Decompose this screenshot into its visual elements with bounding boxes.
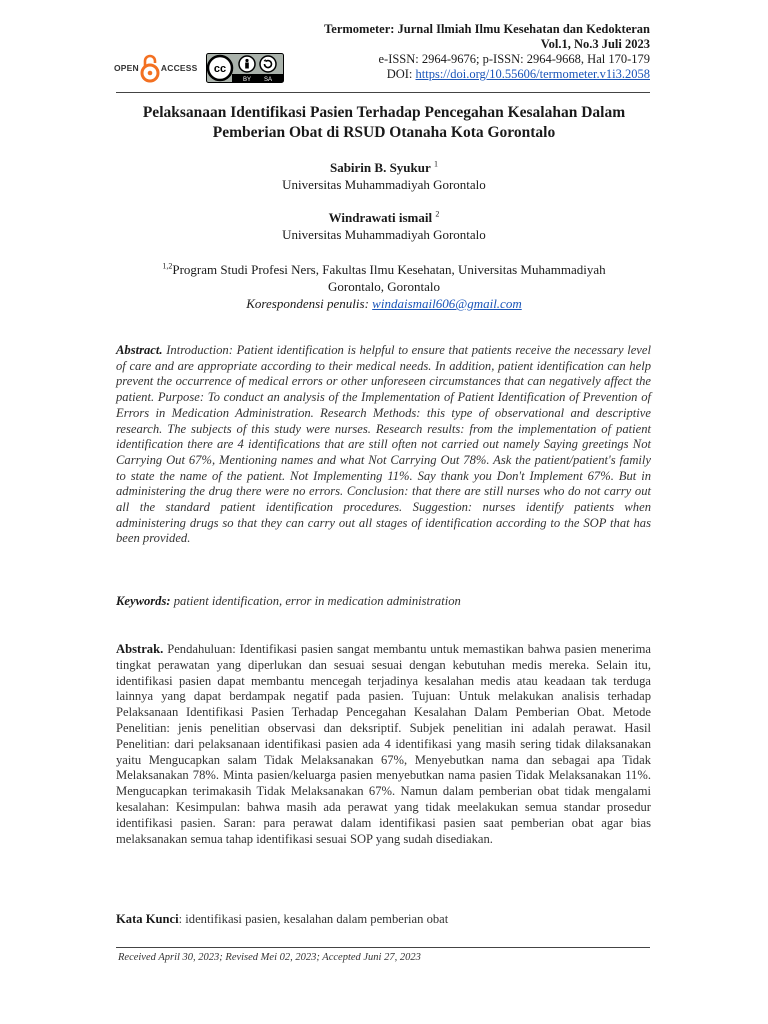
paper-title	[116, 103, 652, 143]
correspondence-email-link[interactable]: windaismail606@gmail.com	[372, 296, 522, 311]
author-2-sup: 2	[435, 209, 440, 219]
author-1-sup: 1	[434, 159, 439, 169]
author-1	[0, 159, 768, 193]
author-2-institution: Universitas Muhammadiyah Gorontalo	[282, 227, 486, 242]
cc-by-label: BY	[242, 77, 251, 83]
affiliation-line-2: Gorontalo, Gorontalo	[328, 279, 440, 294]
footer-divider	[116, 947, 650, 948]
open-access-text-right: ACCESS	[160, 63, 198, 73]
cc-sa-label: SA	[263, 77, 272, 83]
header-divider	[116, 92, 650, 93]
open-lock-icon	[140, 53, 160, 83]
correspondence-label: Korespondensi penulis:	[246, 296, 369, 311]
abstract-indonesian	[116, 642, 651, 847]
cc-by-sa-badge	[206, 53, 284, 83]
abstract-en-label: Abstract.	[116, 343, 163, 357]
title-line-1: Pelaksanaan Identifikasi Pasien Terhadap Pencegahan Kesalahan Dalam	[142, 104, 626, 121]
author-2	[0, 209, 768, 243]
affiliation-line-1: Program Studi Profesi Ners, Fakultas Ilmu Kesehatan, Universitas Muhammadiyah	[172, 262, 606, 277]
journal-doi	[324, 67, 650, 82]
open-access-logo	[114, 53, 198, 83]
journal-volume: Vol.1, No.3 Juli 2023	[540, 37, 650, 51]
author-1-institution: Universitas Muhammadiyah Gorontalo	[282, 177, 486, 192]
abstract-english	[116, 343, 651, 547]
license-logos	[114, 52, 284, 84]
received-dates: Received April 30, 2023; Revised Mei 02, 2023; Accepted Juni 27, 2023	[118, 952, 421, 963]
open-access-text-left: OPEN	[114, 63, 139, 73]
abstract-id-text: Pendahuluan: Identifikasi pasien sangat membantu untuk memastikan bahwa pasien menerima tingkat perawatan yang diperlukan dan sesuai sesuai dengan kebutuhan medis mereka. Selain itu, identifikasi pasien dapat membantu mencegah terjadinya kesalahan medis atau keadaan tak terduga lainnya yang dapat berdampak negatif pada pasien. Tujuan: Untuk melakukan analisis terhadap Pelaksanaan Identifikasi Pasien Terhadap Pencegahan Kesalahan Dalam Pemberian Obat. Metode Penelitian: jenis penelitian observasi dan deksriptif. Subjek penelitian ini adalah perawat. Hasil Penelitian: dari pelaksanaan identifikasi pasien ada 4 identifikasi yang masih sering tidak dilaksanakan yaitu Mengucapkan salam Tidak Melaksanakan 67%, Menyebutkan nama dan sebagai apa Tidak Melaksanakan 78%. Minta pasien/keluarga pasien menyebutkan nama pasien Tidak Melaksanakan 11%. Mengucapkan terimakasih Tidak Melaksanakan 67%. Namun dalam pemberian obat tidak mengalami kesalahan: Kesimpulan: bahwa masih ada perawat yang tidak meelakukan semua standar prosedur identifikasi pasien. Saran: para perawat dalam identifikasi pasien saat pemberian obat agar bias melaksanakan semua tahap identifikasi sesuai SOP yang sudah disediakan.	[116, 642, 651, 846]
keywords-id-label: Kata Kunci	[116, 912, 179, 926]
keywords-en-label: Keywords:	[116, 594, 171, 608]
correspondence	[116, 295, 652, 312]
author-1-name: Sabirin B. Syukur	[329, 160, 431, 175]
keywords-english	[116, 594, 461, 609]
affiliation-block	[116, 261, 652, 312]
svg-text:cc: cc	[213, 63, 226, 75]
keywords-en-text: patient identification, error in medication administration	[173, 594, 461, 608]
affiliation-sup: 1,2	[162, 261, 173, 271]
doi-label: DOI:	[386, 67, 413, 81]
title-line-2: Pemberian Obat di RSUD Otanaha Kota Gorontalo	[212, 124, 556, 141]
author-2-name: Windrawati ismail	[328, 210, 433, 225]
doi-link[interactable]: https://doi.org/10.55606/termometer.v1i3.2058	[415, 67, 650, 81]
abstract-en-text: Introduction: Patient identification is helpful to ensure that patients receive the necessary level of care and are appropriate according to their medical needs. In addition, patient identification can help prevent the occurrence of medical errors or other unforeseen circumstances that can negatively affect the patient. Purpose: To conduct an analysis of the Implementation of Patient Identification of Prevention of Errors in Medication Administration. Research Methods: this type of observational and descriptive research. The subjects of this study were nurses. Research results: from the implementation of patient identification there are 4 identifications that are still often not carried out namely Saying greetings Not Carrying Out 67%, Mentioning names and what Not Carrying Out 78%. Ask the patient/patient's family to state the name of the patient. Not Implementing 11%. Say thank you Don't Implement 67%. But in administering the drug there were no errors. Conclusion: that there are still nurses who do not carry out all the standard patient identification procedures. Suggestion: nurses identify patients when administering drugs so that they can carry out all stages of identification according to the SOP that has been provided.	[116, 343, 651, 546]
journal-issn: e-ISSN: 2964-9676; p-ISSN: 2964-9668, Hal 170-179	[378, 52, 650, 66]
keywords-indonesian	[116, 912, 448, 927]
keywords-id-text: : identifikasi pasien, kesalahan dalam pemberian obat	[178, 912, 449, 926]
abstract-id-label: Abstrak.	[116, 642, 164, 656]
journal-header	[324, 22, 650, 82]
journal-name: Termometer: Jurnal Ilmiah Ilmu Kesehatan dan Kedokteran	[324, 22, 650, 36]
